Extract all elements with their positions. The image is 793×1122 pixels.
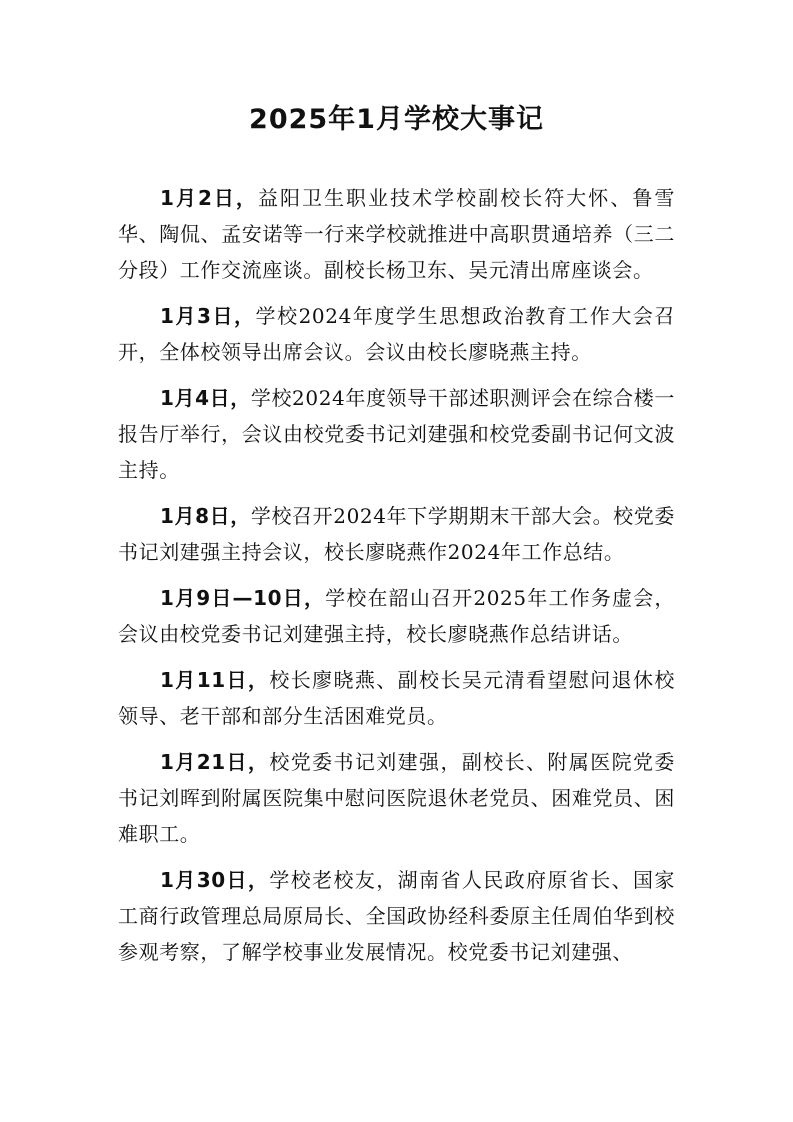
event-entry bbox=[118, 298, 675, 370]
event-text: 学校召开2024年下学期期末干部大会。校党委书记刘建强主持会议，校长廖晓燕作2024年工作总结。 bbox=[118, 504, 675, 564]
event-date: 1月9日—10日， bbox=[160, 586, 326, 610]
event-date: 1月11日， bbox=[160, 668, 270, 692]
event-date: 1月30日， bbox=[160, 868, 270, 892]
event-entry bbox=[118, 744, 675, 852]
event-date: 1月8日， bbox=[160, 504, 251, 528]
event-text: 校党委书记刘建强，副校长、附属医院党委书记刘晖到附属医院集中慰问医院退休老党员、困难党员、困难职工。 bbox=[118, 750, 675, 846]
event-date: 1月21日， bbox=[160, 750, 270, 774]
event-list bbox=[118, 180, 675, 970]
event-text: 学校2024年度学生思想政治教育工作大会召开，全体校领导出席会议。会议由校长廖晓燕主持。 bbox=[118, 304, 675, 364]
event-entry bbox=[118, 380, 675, 488]
event-text: 学校老校友，湖南省人民政府原省长、国家工商行政管理总局原局长、全国政协经科委原主任周伯华到校参观考察，了解学校事业发展情况。校党委书记刘建强、 bbox=[118, 868, 675, 964]
document-title: 2025年1月学校大事记 bbox=[249, 104, 544, 135]
event-date: 1月3日， bbox=[160, 304, 256, 328]
event-entry bbox=[118, 862, 675, 970]
event-entry bbox=[118, 180, 675, 288]
event-text: 校长廖晓燕、副校长吴元清看望慰问退休校领导、老干部和部分生活困难党员。 bbox=[118, 668, 675, 728]
event-text: 学校2024年度领导干部述职测评会在综合楼一报告厅举行，会议由校党委书记刘建强和校党委副书记何文波主持。 bbox=[118, 386, 675, 482]
event-entry bbox=[118, 498, 675, 570]
event-date: 1月2日， bbox=[160, 186, 258, 210]
event-text: 学校在韶山召开2025年工作务虚会，会议由校党委书记刘建强主持，校长廖晓燕作总结讲话。 bbox=[118, 586, 675, 646]
event-date: 1月4日， bbox=[160, 386, 251, 410]
event-entry bbox=[118, 580, 675, 652]
event-entry bbox=[118, 662, 675, 734]
event-text: 益阳卫生职业技术学校副校长符大怀、鲁雪华、陶侃、孟安诺等一行来学校就推进中高职贯通培养（三二分段）工作交流座谈。副校长杨卫东、吴元清出席座谈会。 bbox=[118, 186, 675, 282]
